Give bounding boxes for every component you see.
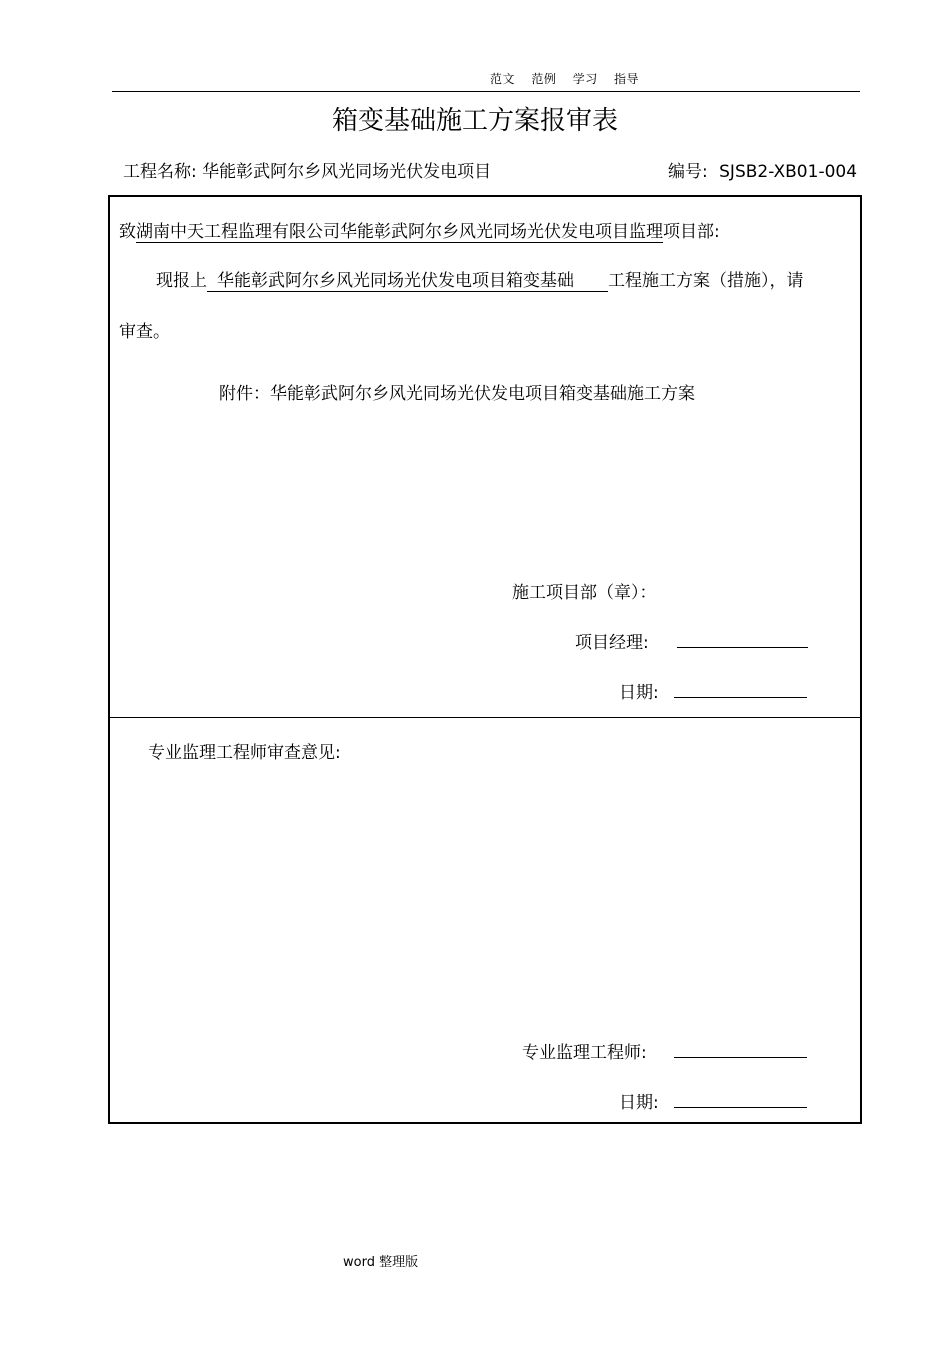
addressee-suffix: 项目部: — [663, 222, 720, 242]
opinion-label: 专业监理工程师审查意见: — [148, 743, 341, 763]
document-number — [668, 157, 857, 182]
project-name: 华能彰武阿尔乡风光同场光伏发电项目 — [202, 162, 492, 182]
addressee-org: 湖南中天工程监理有限公司华能彰武阿尔乡风光同场光伏发电项目监理 — [136, 217, 663, 243]
footer-note: word 整理版 — [343, 1255, 419, 1270]
addressee-prefix: 致 — [119, 222, 136, 242]
date-blank[interactable] — [674, 697, 807, 698]
page-title: 箱变基础施工方案报审表 — [331, 106, 618, 136]
project-name-line — [123, 157, 491, 182]
report-prefix: 现报上 — [156, 271, 207, 291]
header-tag: 指导 — [614, 72, 640, 86]
project-label: 工程名称: — [123, 162, 197, 182]
addressee-line — [119, 217, 720, 243]
engineer-signature-blank[interactable] — [674, 1057, 807, 1058]
report-item: 华能彰武阿尔乡风光同场光伏发电项目箱变基础 — [207, 266, 608, 292]
dept-seal-label: 施工项目部（章）： — [512, 583, 657, 603]
section-divider — [110, 717, 860, 718]
header-tag: 范例 — [531, 72, 557, 86]
header-rule — [112, 91, 860, 92]
approval-form — [108, 195, 862, 1124]
attachment-line: 附件：华能彰武阿尔乡风光同场光伏发电项目箱变基础施工方案 — [219, 384, 695, 404]
header-tag: 范文 — [490, 72, 516, 86]
engineer-label: 专业监理工程师: — [522, 1043, 647, 1063]
manager-label: 项目经理: — [575, 633, 649, 653]
report-suffix: 工程施工方案（措施），请 — [608, 271, 804, 291]
header-tags — [490, 70, 651, 87]
header-tag: 学习 — [572, 72, 598, 86]
engineer-date-label: 日期: — [619, 1093, 659, 1113]
number-label: 编号: — [668, 162, 708, 182]
report-line — [156, 266, 804, 292]
manager-signature-blank[interactable] — [677, 647, 808, 648]
engineer-date-blank[interactable] — [674, 1107, 807, 1108]
report-end: 审查。 — [119, 322, 170, 342]
number-value: SJSB2-XB01-004 — [719, 162, 858, 182]
date-label: 日期: — [619, 683, 659, 703]
